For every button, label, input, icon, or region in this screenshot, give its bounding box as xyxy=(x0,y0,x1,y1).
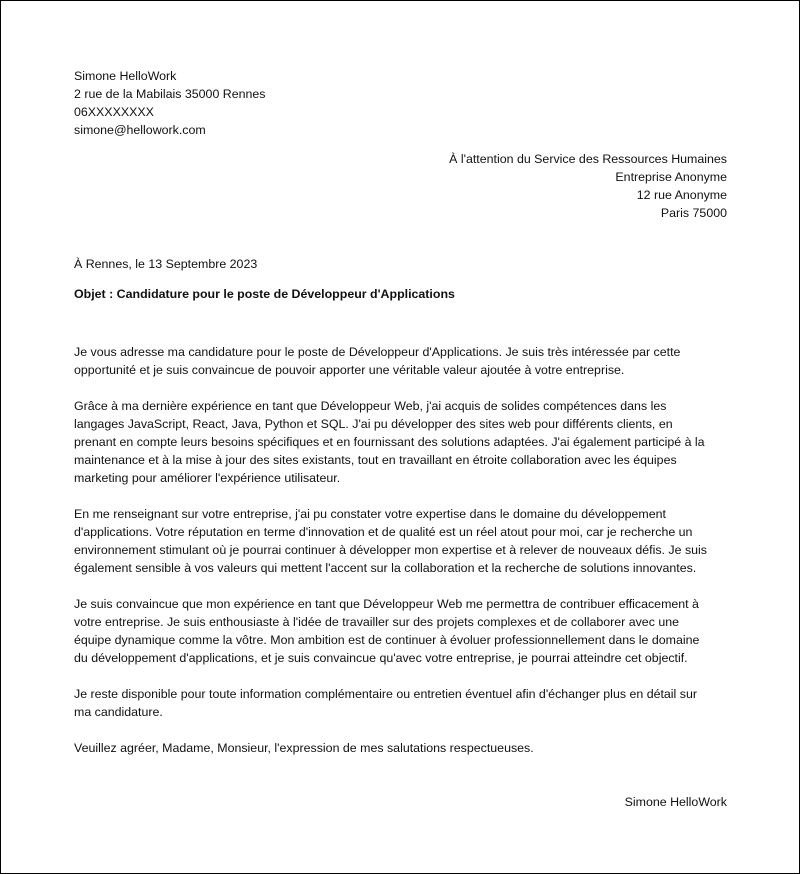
paragraph-line: également sensible à vos valeurs qui mettent l'accent sur la collaboration et la recherche de solutions innovantes. xyxy=(74,561,697,575)
paragraph-line: ma candidature. xyxy=(74,705,163,719)
paragraph-line: langages JavaScript, React, Java, Python et SQL. J'ai pu développer des sites web pour différents clients, en xyxy=(74,417,673,431)
recipient-street: 12 rue Anonyme xyxy=(636,188,727,202)
paragraph-line: prenant en compte leurs besoins spécifiques et en fournissant des solutions adaptées. J'ai également participé à la xyxy=(74,435,705,449)
sender-block xyxy=(74,67,266,139)
paragraph-line: Veuillez agréer, Madame, Monsieur, l'expression de mes salutations respectueuses. xyxy=(74,741,534,755)
paragraph-line: votre entreprise. Je suis enthousiaste à l'idée de travailler sur des projets complexes et de collaborer avec une xyxy=(74,615,680,629)
paragraph-motivation xyxy=(74,595,734,667)
sender-email: simone@hellowork.com xyxy=(74,123,206,137)
recipient-city: Paris 75000 xyxy=(660,206,727,220)
paragraph-closing xyxy=(74,739,734,757)
letter-body xyxy=(74,343,734,775)
paragraph-line: Grâce à ma dernière expérience en tant que Développeur Web, j'ai acquis de solides compétences dans les xyxy=(74,399,667,413)
sender-address: 2 rue de la Mabilais 35000 Rennes xyxy=(74,87,266,101)
paragraph-line: Je reste disponible pour toute information complémentaire ou entretien éventuel afin d'échanger plus en détail sur xyxy=(74,687,697,701)
paragraph-line: environnement stimulant où je pourrai continuer à développer mon expertise et à relever de nouveaux défis. Je suis xyxy=(74,543,707,557)
signature: Simone HelloWork xyxy=(624,795,727,809)
subject-line: Objet : Candidature pour le poste de Développeur d'Applications xyxy=(74,287,455,301)
paragraph-line: Je suis convaincue que mon expérience en tant que Développeur Web me permettra de contribuer efficacement à xyxy=(74,597,699,611)
paragraph-company xyxy=(74,505,734,577)
paragraph-line: maintenance et à la mise à jour des sites existants, tout en travaillant en étroite collaboration avec les équipes xyxy=(74,453,677,467)
sender-phone: 06XXXXXXXX xyxy=(74,105,154,119)
recipient-company: Entreprise Anonyme xyxy=(615,170,727,184)
date-line: À Rennes, le 13 Septembre 2023 xyxy=(74,257,258,271)
paragraph-line: du développement d'applications, et je suis convaincue qu'avec votre entreprise, je pourrai atteindre cet objectif. xyxy=(74,651,688,665)
recipient-block xyxy=(449,150,727,222)
recipient-attention: À l'attention du Service des Ressources Humaines xyxy=(449,152,727,166)
paragraph-intro xyxy=(74,343,734,379)
paragraph-line: équipe dynamique comme la vôtre. Mon ambition est de continuer à évoluer professionnellement dans le domaine xyxy=(74,633,700,647)
sender-name: Simone HelloWork xyxy=(74,69,177,83)
paragraph-line: marketing pour améliorer l'expérience utilisateur. xyxy=(74,471,341,485)
paragraph-line: Je vous adresse ma candidature pour le poste de Développeur d'Applications. Je suis très intéressée par cette xyxy=(74,345,681,359)
paragraph-availability xyxy=(74,685,734,721)
paragraph-experience xyxy=(74,397,734,487)
paragraph-line: d'applications. Votre réputation en terme d'innovation et de qualité est un réel atout pour moi, car je recherche un xyxy=(74,525,693,539)
paragraph-line: En me renseignant sur votre entreprise, j'ai pu constater votre expertise dans le domaine du développement xyxy=(74,507,666,521)
paragraph-line: opportunité et je suis convaincue de pouvoir apporter une véritable valeur ajoutée à votre entreprise. xyxy=(74,363,625,377)
